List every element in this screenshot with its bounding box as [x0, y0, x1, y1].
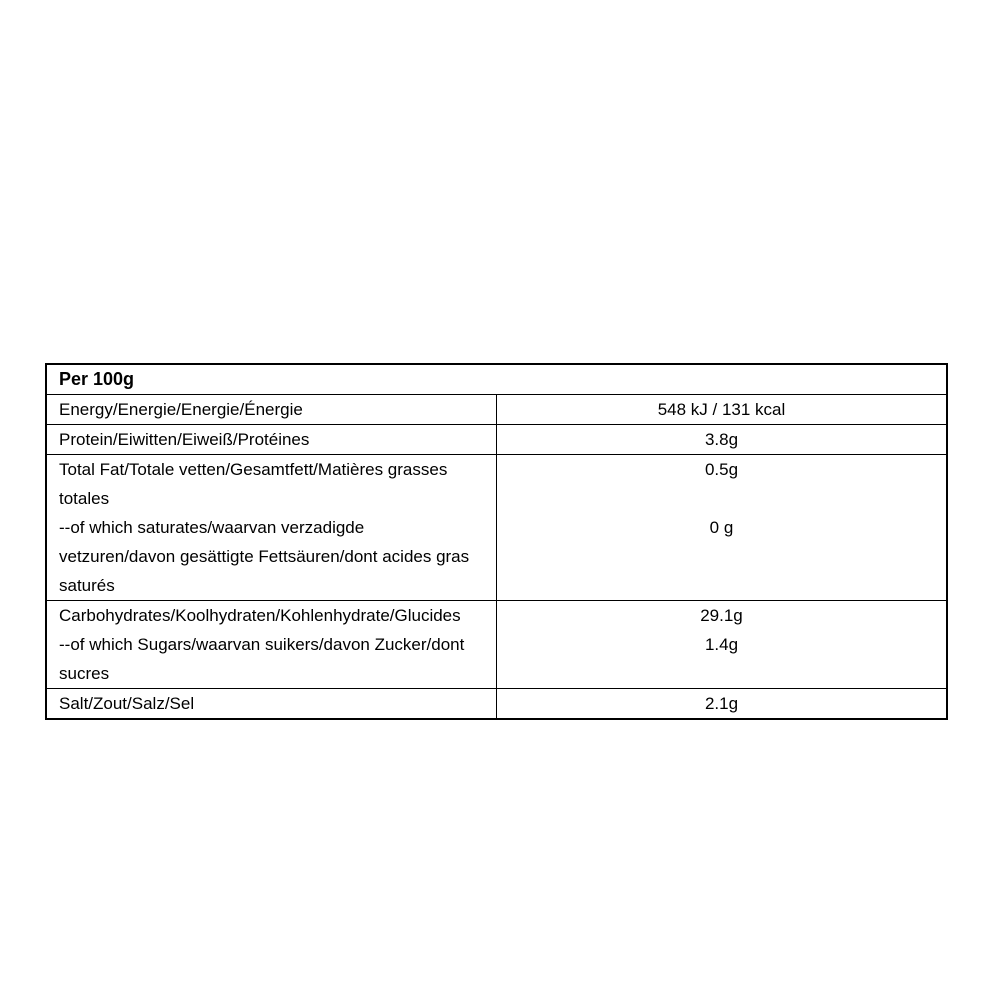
row-protein: [46, 425, 947, 455]
row-energy: [46, 395, 947, 425]
saturates-value: 0 g: [497, 513, 948, 601]
table-header-row: [46, 364, 947, 395]
row-total-fat: [46, 455, 947, 514]
carbohydrates-value: 29.1g: [497, 601, 948, 631]
row-carbohydrates: [46, 601, 947, 631]
sugars-label: --of which Sugars/waarvan suikers/davon Zucker/dont sucres: [46, 630, 497, 689]
energy-label: Energy/Energie/Energie/Énergie: [46, 395, 497, 425]
sugars-value: 1.4g: [497, 630, 948, 689]
energy-value: 548 kJ / 131 kcal: [497, 395, 948, 425]
salt-label: Salt/Zout/Salz/Sel: [46, 689, 497, 720]
protein-value: 3.8g: [497, 425, 948, 455]
row-sugars: [46, 630, 947, 689]
row-salt: [46, 689, 947, 720]
carbohydrates-label: Carbohydrates/Koolhydraten/Kohlenhydrate/Glucides: [46, 601, 497, 631]
total-fat-value: 0.5g: [497, 455, 948, 514]
nutrition-table-body: [46, 364, 947, 719]
total-fat-label: Total Fat/Totale vetten/Gesamtfett/Matières grasses totales: [46, 455, 497, 514]
table-title: Per 100g: [46, 364, 947, 395]
salt-value: 2.1g: [497, 689, 948, 720]
nutrition-table: [45, 363, 948, 720]
row-saturates: [46, 513, 947, 601]
protein-label: Protein/Eiwitten/Eiweiß/Protéines: [46, 425, 497, 455]
saturates-label: --of which saturates/waarvan verzadigde vetzuren/davon gesättigte Fettsäuren/dont acides gras saturés: [46, 513, 497, 601]
